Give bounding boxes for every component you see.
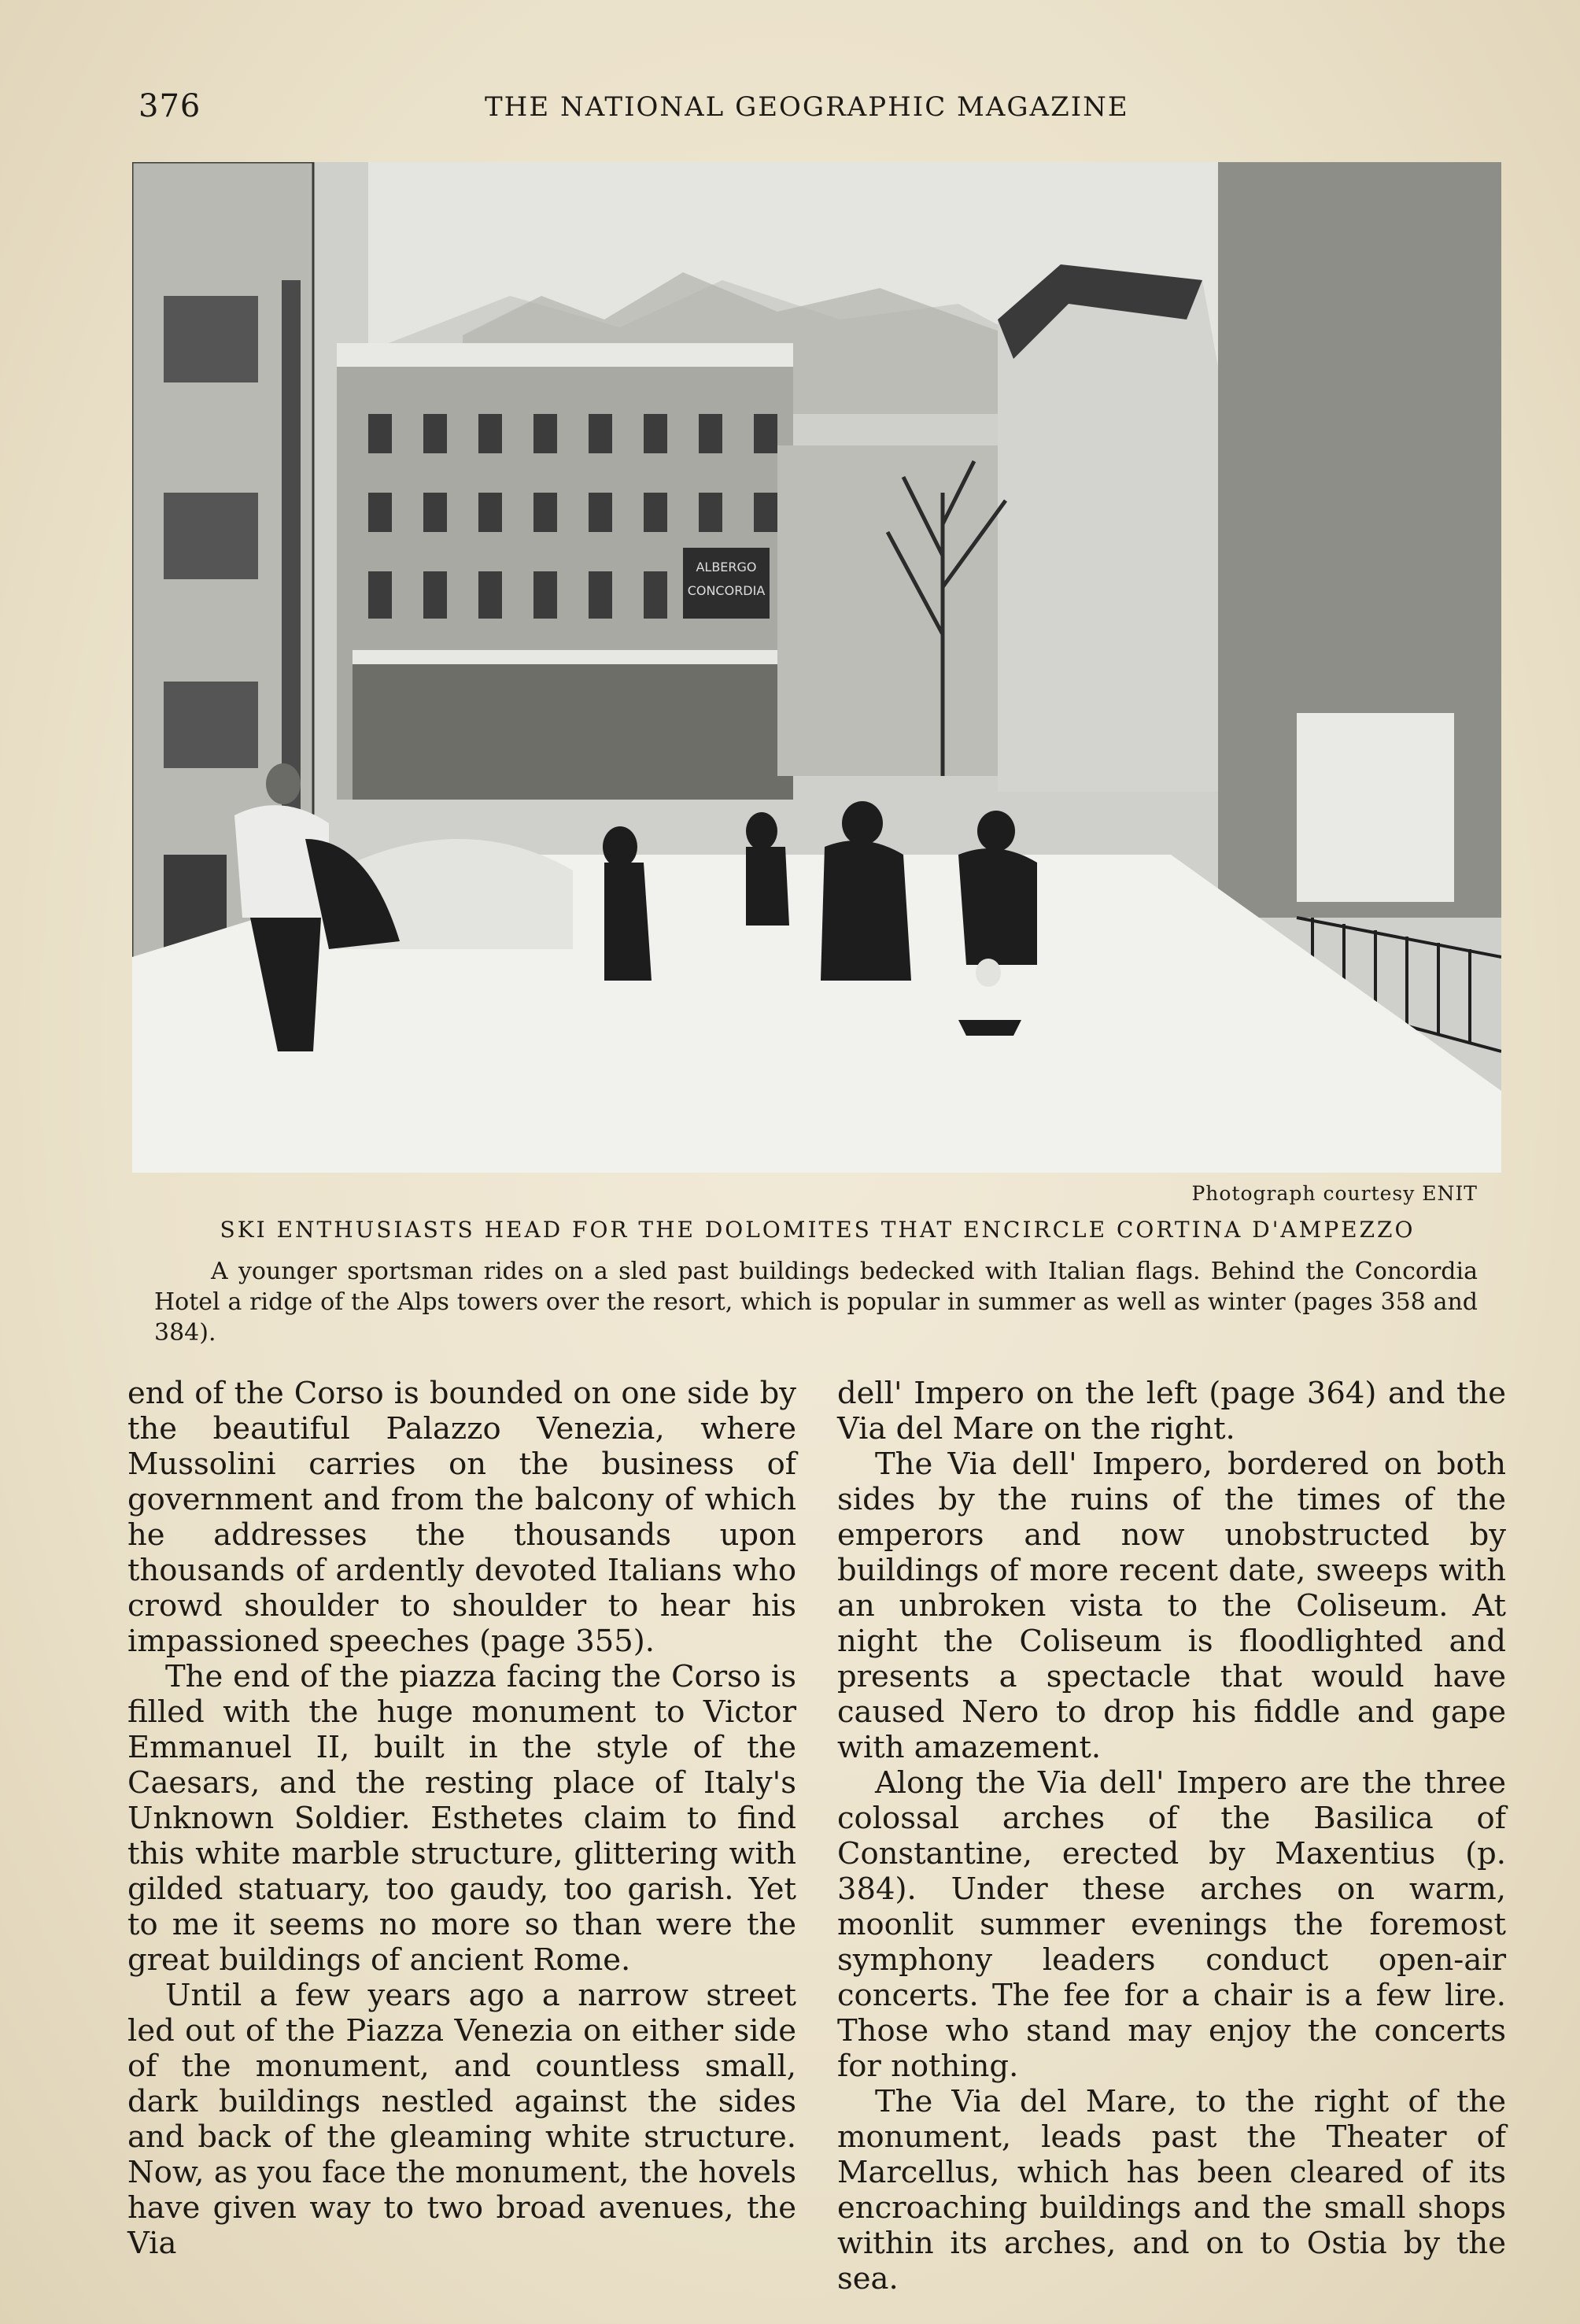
caption-title: SKI ENTHUSIASTS HEAD FOR THE DOLOMITES THAT ENCIRCLE CORTINA D'AMPEZZO <box>220 1217 1416 1243</box>
paragraph: The Via dell' Impero, bordered on both sides by the ruins of the times of the emperors and now unobstructed by buildings of more recent date, sweeps with an unbroken vista to the Coliseum. At night the Coliseum is floodlighted and presents a spectacle that would have caused Nero to drop his fiddle and gape with amazement. <box>837 1446 1506 1765</box>
paragraph: Until a few years ago a narrow street led out of the Piazza Venezia on either side of the monument, and countless small, dark buildings nestled against the sides and back of the gleaming white structure. Now, as you face the monument, the hovels have given way to two broad avenues, the Via <box>127 1978 796 2261</box>
running-head: THE NATIONAL GEOGRAPHIC MAGAZINE <box>485 91 1129 123</box>
photo-illustration <box>132 162 1501 1173</box>
article-column-right <box>837 1376 1506 2296</box>
article-column-left <box>127 1376 796 2261</box>
page-header <box>138 88 1508 135</box>
paragraph: Along the Via dell' Impero are the three colossal arches of the Basilica of Constantine, erected by Maxentius (p. 384). Under these arches on warm, moonlit summer evenings the foremost symphony leaders conduct open-air concerts. The fee for a chair is a few lire. Those who stand may enjoy the concerts for nothing. <box>837 1765 1506 2084</box>
photograph-cortina-street <box>132 162 1501 1173</box>
paragraph: end of the Corso is bounded on one side by the beautiful Palazzo Venezia, where Mussolini carries on the business of government and from the balcony of which he addresses the thousands upon thousands of ardently devoted Italians who crowd shoulder to shoulder to hear his impassioned speeches (page 355). <box>127 1376 796 1659</box>
albergo-sign-text: ALBERGO <box>696 560 757 575</box>
photo-credit: Photograph courtesy ENIT <box>1191 1182 1478 1205</box>
paragraph: The Via del Mare, to the right of the monument, leads past the Theater of Marcellus, which has been cleared of its encroaching buildings and the small shops within its arches, and on to Ostia by the sea. <box>837 2084 1506 2296</box>
paragraph: The end of the piazza facing the Corso is filled with the huge monument to Victor Emmanuel II, built in the style of the Caesars, and the resting place of Italy's Unknown Soldier. Esthetes claim to find this white marble structure, glittering with gilded statuary, too gaudy, too garish. Yet to me it seems no more so than were the great buildings of ancient Rome. <box>127 1659 796 1978</box>
page-number: 376 <box>138 88 201 124</box>
concordia-sign-text: CONCORDIA <box>687 583 766 598</box>
caption-body: A younger sportsman rides on a sled past buildings bedecked with Italian flags. Behind the Concordia Hotel a ridge of the Alps towers over the resort, which is popular in summer as well as winter (pages 358 and 384). <box>154 1258 1478 1347</box>
paragraph: dell' Impero on the left (page 364) and the Via del Mare on the right. <box>837 1376 1506 1446</box>
